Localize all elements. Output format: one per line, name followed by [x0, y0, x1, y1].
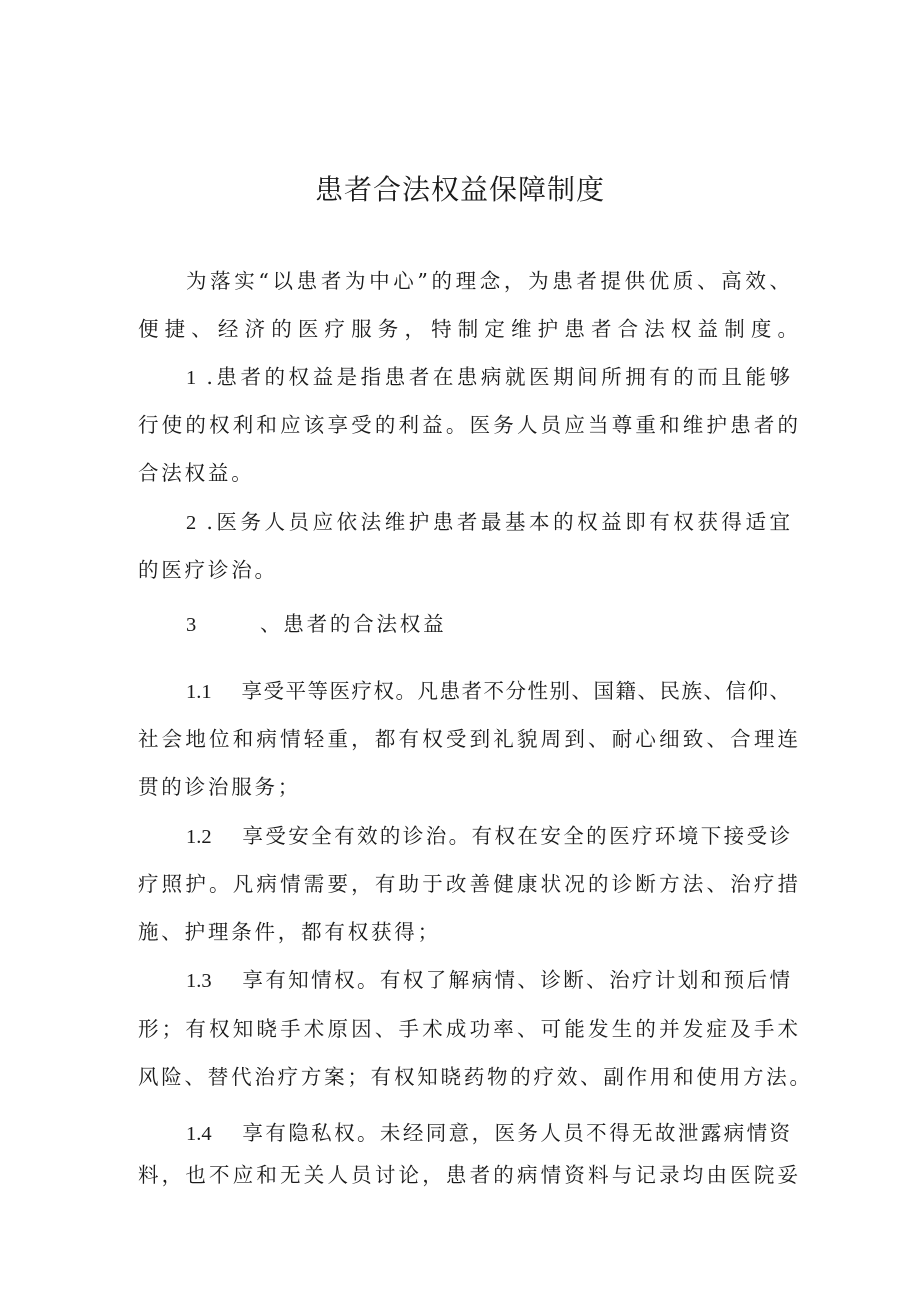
- item-3-text: 、患者的合法权益: [260, 612, 447, 636]
- item-1-line-3: 合法权益。: [138, 461, 255, 485]
- sub-4-line-2: 料，也不应和无关人员讨论，患者的病情资料与记录均由医院妥: [138, 1163, 798, 1187]
- item-2-line-2: 的医疗诊治。: [138, 558, 278, 582]
- sub-1-line-2: 社会地位和病情轻重，都有权受到礼貌周到、耐心细致、合理连: [138, 727, 798, 751]
- item-1-line-1: [186, 363, 790, 392]
- sub-2-line-3: 施、护理条件，都有权获得；: [138, 920, 441, 944]
- item-3-heading: [186, 610, 790, 639]
- sub-3-line-2: 形；有权知晓手术原因、手术成功率、可能发生的并发症及手术: [138, 1017, 798, 1041]
- item-2-text: .医务人员应依法维护患者最基本的权益即有权获得适宜: [206, 510, 790, 534]
- intro-line-1: 为落实“以患者为中心”的理念，为患者提供优质、高效、: [186, 269, 790, 293]
- sub-2-line-2: 疗照护。凡病情需要，有助于改善健康状况的诊断方法、治疗措: [138, 872, 798, 896]
- item-1-line-2: 行使的权利和应该享受的利益。医务人员应当尊重和维护患者的: [138, 413, 798, 437]
- sub-4-text: 享有隐私权。未经同意，医务人员不得无故泄露病情资: [240, 1121, 790, 1145]
- sub-3-text: 享有知情权。有权了解病情、诊断、治疗计划和预后情: [240, 968, 790, 992]
- sub-1-text: 享受平等医疗权。凡患者不分性别、国籍、民族、信仰、: [240, 679, 790, 703]
- sub-2-line-1: [186, 822, 790, 851]
- sub-1-line-3: 贯的诊治服务；: [138, 775, 302, 799]
- item-1-number: 1: [186, 367, 197, 389]
- sub-1-line-1: [186, 677, 790, 706]
- sub-2-text: 享受安全有效的诊治。有权在安全的医疗环境下接受诊: [240, 824, 790, 848]
- sub-2-number: 1.2: [186, 826, 212, 848]
- item-1-text: .患者的权益是指患者在患病就医期间所拥有的而且能够: [206, 365, 790, 389]
- sub-3-number: 1.3: [186, 970, 212, 992]
- sub-4-number: 1.4: [186, 1123, 212, 1145]
- item-2-number: 2: [186, 512, 197, 534]
- sub-3-line-3: 风险、替代治疗方案；有权知晓药物的疗效、副作用和使用方法。: [138, 1065, 810, 1089]
- sub-1-number: 1.1: [186, 681, 212, 703]
- sub-3-line-1: [186, 966, 790, 995]
- item-3-number: 3: [186, 614, 197, 636]
- document-title: 患者合法权益保障制度: [314, 173, 605, 206]
- sub-4-line-1: [186, 1119, 790, 1148]
- intro-line-2: 便捷、经济的医疗服务，特制定维护患者合法权益制度。: [138, 317, 798, 341]
- item-2-line-1: [186, 508, 790, 537]
